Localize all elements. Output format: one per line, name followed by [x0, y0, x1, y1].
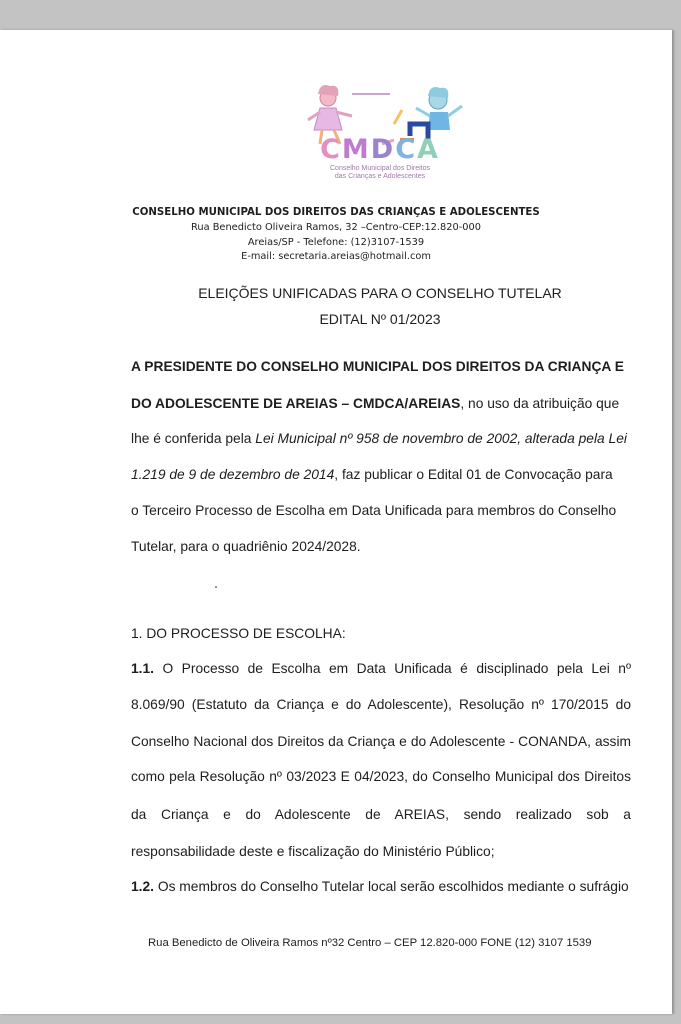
para-1-1-line-4: como pela Resolução nº 03/2023 E 04/2023, do Conselho Municipal dos Direitos	[131, 769, 631, 784]
intro-line-3	[131, 431, 631, 446]
intro-line-4-rest: , faz publicar o Edital 01 de Convocação para	[334, 467, 613, 482]
page-footer: Rua Benedicto de Oliveira Ramos nº32 Centro – CEP 12.820-000 FONE (12) 3107 1539	[148, 937, 592, 949]
logo-letter: C	[320, 134, 342, 165]
org-email: E-mail: secretaria.areias@hotmail.com	[241, 251, 431, 262]
intro-line-2	[131, 396, 631, 411]
para-1-1-line-2: 8.069/90 (Estatuto da Criança e do Adolescente), Resolução nº 170/2015 do	[131, 697, 631, 712]
org-city-phone: Areias/SP - Telefone: (12)3107-1539	[247, 237, 425, 248]
intro-bold-name: DO ADOLESCENTE DE AREIAS – CMDCA/AREIAS	[131, 396, 461, 411]
para-1-1-line-5: da Criança e do Adolescente de AREIAS, sendo realizado sob a	[131, 807, 631, 822]
intro-law-reference: Lei Municipal nº 958 de novembro de 2002, alterada pela Lei	[255, 431, 627, 446]
logo-letter: A	[417, 134, 440, 165]
logo-subtitle-line1: Conselho Municipal dos Direitos	[330, 165, 430, 172]
para-1-2-number: 1.2.	[131, 879, 155, 894]
para-1-1-line-3: Conselho Nacional dos Direitos da Criança e do Adolescente - CONANDA, assim	[131, 734, 631, 749]
org-address: Rua Benedicto Oliveira Ramos, 32 –Centro-CEP:12.820-000	[191, 222, 481, 233]
intro-line-2-rest: , no uso da atribuição que	[460, 396, 620, 411]
para-1-1-line-1	[131, 661, 631, 676]
para-1-2-text: Os membros do Conselho Tutelar local serão escolhidos mediante o sufrágio	[154, 879, 629, 894]
edital-heading: ELEIÇÕES UNIFICADAS PARA O CONSELHO TUTELAR	[198, 285, 562, 301]
logo-subtitle-line2: das Crianças e Adolescentes	[334, 173, 426, 180]
para-1-1-text: O Processo de Escolha em Data Unificada é disciplinado pela Lei nº	[154, 661, 631, 676]
logo-title	[290, 134, 470, 165]
section-1-heading: 1. DO PROCESSO DE ESCOLHA:	[131, 626, 346, 641]
org-name: CONSELHO MUNICIPAL DOS DIREITOS DAS CRIANÇAS E ADOLESCENTES	[132, 207, 540, 218]
para-1-2-line-1	[131, 879, 631, 894]
intro-line-3-start: lhe é conferida pela	[131, 431, 256, 446]
cmdca-logo	[290, 44, 470, 194]
intro-line-1: A PRESIDENTE DO CONSELHO MUNICIPAL DOS DIREITOS DA CRIANÇA E	[131, 359, 624, 374]
logo-subtitle	[290, 165, 470, 181]
para-1-1-line-6: responsabilidade deste e fiscalização do Ministério Público;	[131, 844, 495, 859]
intro-line-4	[131, 467, 631, 482]
para-1-1-number: 1.1.	[131, 661, 155, 676]
speck	[215, 586, 217, 588]
edital-number: EDITAL Nº 01/2023	[319, 311, 441, 327]
intro-line-6: Tutelar, para o quadriênio 2024/2028.	[131, 539, 361, 554]
logo-letter: D	[370, 134, 396, 165]
intro-law-reference-2: 1.219 de 9 de dezembro de 2014	[131, 467, 335, 482]
intro-line-5: o Terceiro Processo de Escolha em Data Unificada para membros do Conselho	[131, 503, 617, 518]
logo-letter: C	[395, 134, 418, 165]
logo-letter: M	[341, 134, 371, 165]
